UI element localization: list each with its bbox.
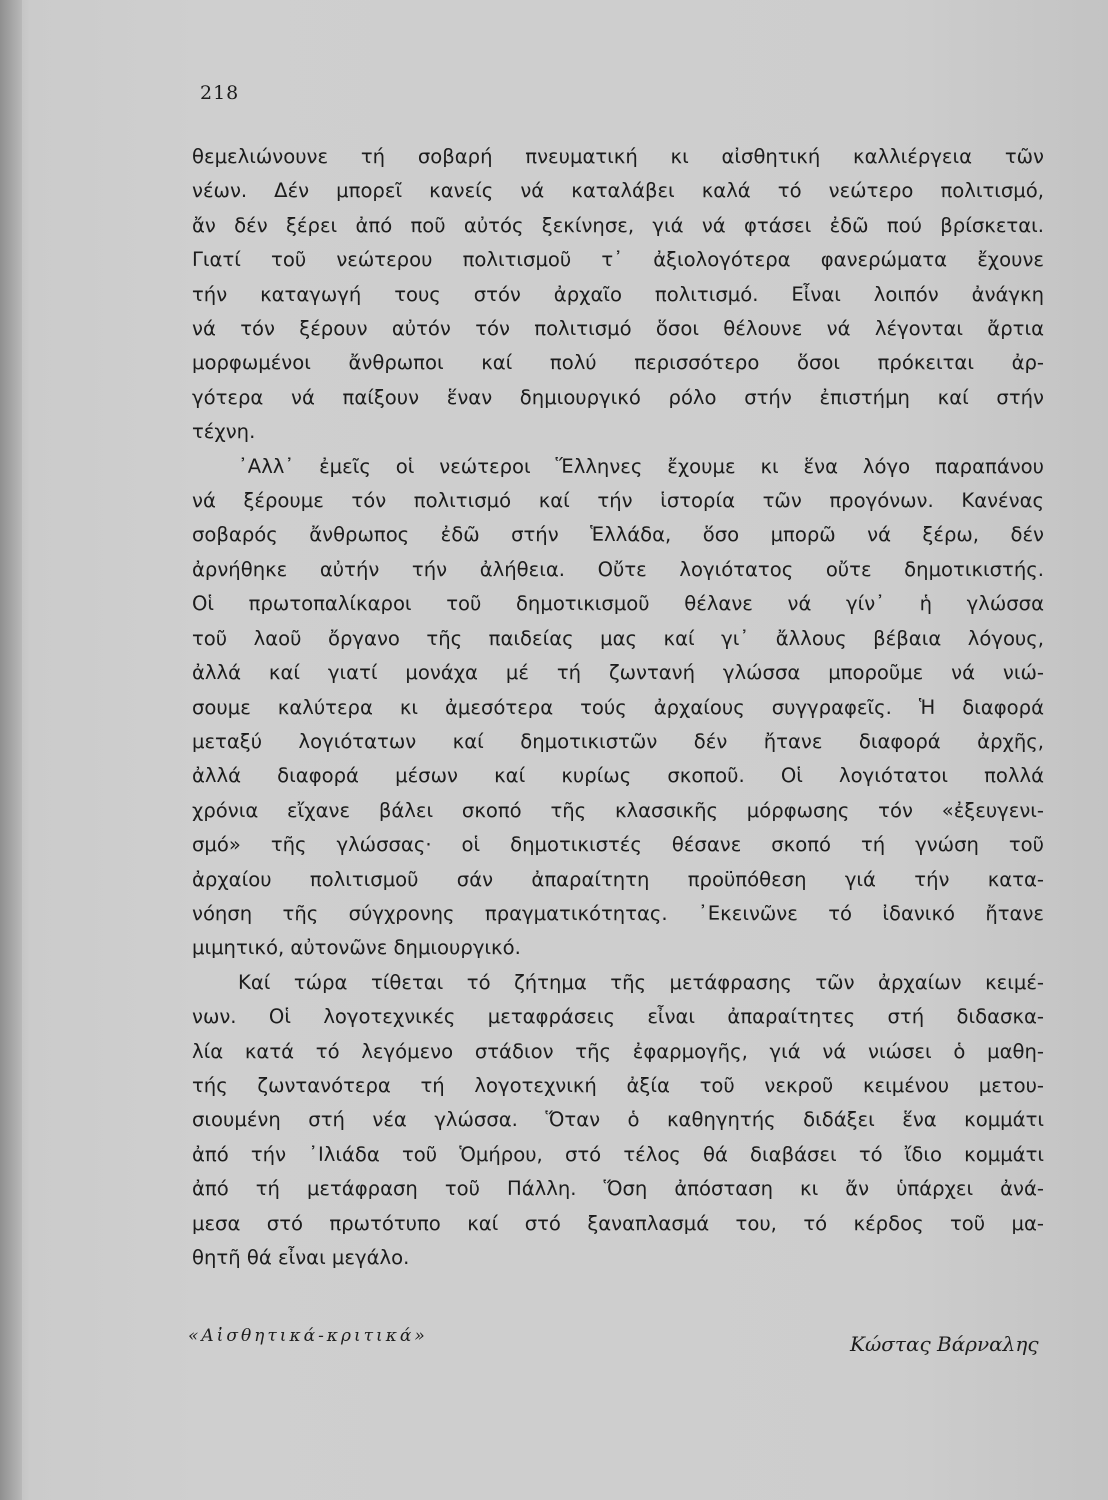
text-line: ἀρνήθηκε αὐτήν τήν ἀλήθεια. Οὔτε λογιότατος οὔτε δημοτικιστής. bbox=[192, 557, 1044, 581]
text-line: ἄν δέν ξέρει ἀπό ποῦ αὐτός ξεκίνησε, γιά νά φτάσει ἐδῶ πού βρίσκεται. bbox=[192, 213, 1044, 237]
text-line: νόηση τῆς σύγχρονης πραγματικότητας. ᾽Εκεινῶνε τό ἰδανικό ἤτανε bbox=[192, 901, 1044, 925]
text-line: μορφωμένοι ἄνθρωποι καί πολύ περισσότερο ὅσοι πρόκειται ἀρ- bbox=[192, 351, 1044, 375]
text-line: τοῦ λαοῦ ὄργανο τῆς παιδείας μας καί γι᾽ ἄλλους βέβαια λόγους, bbox=[192, 626, 1044, 650]
text-line: τήν καταγωγή τους στόν ἀρχαῖο πολιτισμό. Εἶναι λοιπόν ἀνάγκη bbox=[192, 282, 1044, 306]
text-line: σουμε καλύτερα κι ἀμεσότερα τούς ἀρχαίους συγγραφεῖς. Ἡ διαφορά bbox=[192, 695, 1044, 719]
text-line: ἀλλά διαφορά μέσων καί κυρίως σκοποῦ. Οἱ λογιότατοι πολλά bbox=[192, 764, 1044, 788]
text-line: Οἱ πρωτοπαλίκαροι τοῦ δημοτικισμοῦ θέλανε νά γίν᾽ ἡ γλώσσα bbox=[192, 592, 1044, 616]
source-citation: «Αἰσθητικά-κριτικά» bbox=[188, 1326, 428, 1346]
text-line: γότερα νά παίξουν ἕναν δημιουργικό ρόλο στήν ἐπιστήμη καί στήν bbox=[192, 385, 1044, 409]
paragraph-1 bbox=[192, 140, 1044, 450]
text-line: Γιατί τοῦ νεώτερου πολιτισμοῦ τ᾽ ἀξιολογότερα φανερώματα ἔχουνε bbox=[192, 248, 1044, 272]
paragraph-3 bbox=[192, 966, 1044, 1276]
author-signature: Κώστας Βάρναλης bbox=[850, 1332, 1039, 1356]
text-line: σιουμένη στή νέα γλώσσα. Ὅταν ὁ καθηγητής διδάξει ἕνα κομμάτι bbox=[192, 1108, 1044, 1132]
text-line: μεσα στό πρωτότυπο καί στό ξαναπλασμά του, τό κέρδος τοῦ μα- bbox=[192, 1211, 1044, 1235]
text-line: λία κατά τό λεγόμενο στάδιον τῆς ἐφαρμογῆς, γιά νά νιώσει ὁ μαθη- bbox=[192, 1039, 1044, 1063]
text-line: σμό» τῆς γλώσσας· οἱ δημοτικιστές θέσανε σκοπό τή γνώση τοῦ bbox=[192, 833, 1044, 857]
text-line: ἀλλά καί γιατί μονάχα μέ τή ζωντανή γλώσσα μποροῦμε νά νιώ- bbox=[192, 661, 1044, 685]
page-edge-shadow bbox=[0, 0, 22, 1500]
text-line: νά ξέρουμε τόν πολιτισμό καί τήν ἱστορία τῶν προγόνων. Κανένας bbox=[192, 489, 1044, 513]
text-line: χρόνια εἴχανε βάλει σκοπό τῆς κλασσικῆς μόρφωσης τόν «ἐξευγενι- bbox=[192, 798, 1044, 822]
body-text bbox=[192, 140, 1044, 1275]
text-line: νά τόν ξέρουν αὐτόν τόν πολιτισμό ὅσοι θέλουνε νά λέγονται ἄρτια bbox=[192, 317, 1044, 341]
text-line: τής ζωντανότερα τή λογοτεχνική ἀξία τοῦ νεκροῦ κειμένου μετου- bbox=[192, 1073, 1044, 1097]
text-line: ἀρχαίου πολιτισμοῦ σάν ἀπαραίτητη προϋπόθεση γιά τήν κατα- bbox=[192, 867, 1044, 891]
text-line: ἀπό τή μετάφραση τοῦ Πάλλη. Ὅση ἀπόσταση κι ἄν ὑπάρχει ἀνά- bbox=[192, 1177, 1044, 1201]
text-line: νων. Οἱ λογοτεχνικές μεταφράσεις εἶναι ἀπαραίτητες στή διδασκα- bbox=[192, 1005, 1044, 1029]
text-line: τέχνη. bbox=[192, 420, 256, 444]
paragraph-2 bbox=[192, 450, 1044, 966]
text-line: ἀπό τήν ᾽Ιλιάδα τοῦ Ὁμήρου, στό τέλος θά διαβάσει τό ἴδιο κομμάτι bbox=[192, 1142, 1044, 1166]
text-line: νέων. Δέν μπορεῖ κανείς νά καταλάβει καλά τό νεώτερο πολιτισμό, bbox=[192, 179, 1044, 203]
text-line: θητῆ θά εἶναι μεγάλο. bbox=[192, 1246, 410, 1269]
text-line: μεταξύ λογιότατων καί δημοτικιστῶν δέν ἤτανε διαφορά ἀρχῆς, bbox=[192, 729, 1044, 753]
text-line: θεμελιώνουνε τή σοβαρή πνευματική κι αἰσθητική καλλιέργεια τῶν bbox=[192, 145, 1044, 168]
page-number: 218 bbox=[200, 82, 240, 104]
text-line: ᾽Αλλ᾽ ἐμεῖς οἱ νεώτεροι Ἕλληνες ἔχουμε κι ἕνα λόγο παραπάνου bbox=[238, 454, 1044, 478]
text-line: σοβαρός ἄνθρωπος ἐδῶ στήν Ἑλλάδα, ὅσο μπορῶ νά ξέρω, δέν bbox=[192, 523, 1044, 547]
text-line: Καί τώρα τίθεται τό ζήτημα τῆς μετάφρασης τῶν ἀρχαίων κειμέ- bbox=[238, 970, 1044, 994]
text-line: μιμητικό, αὐτονῶνε δημιουργικό. bbox=[192, 936, 521, 960]
